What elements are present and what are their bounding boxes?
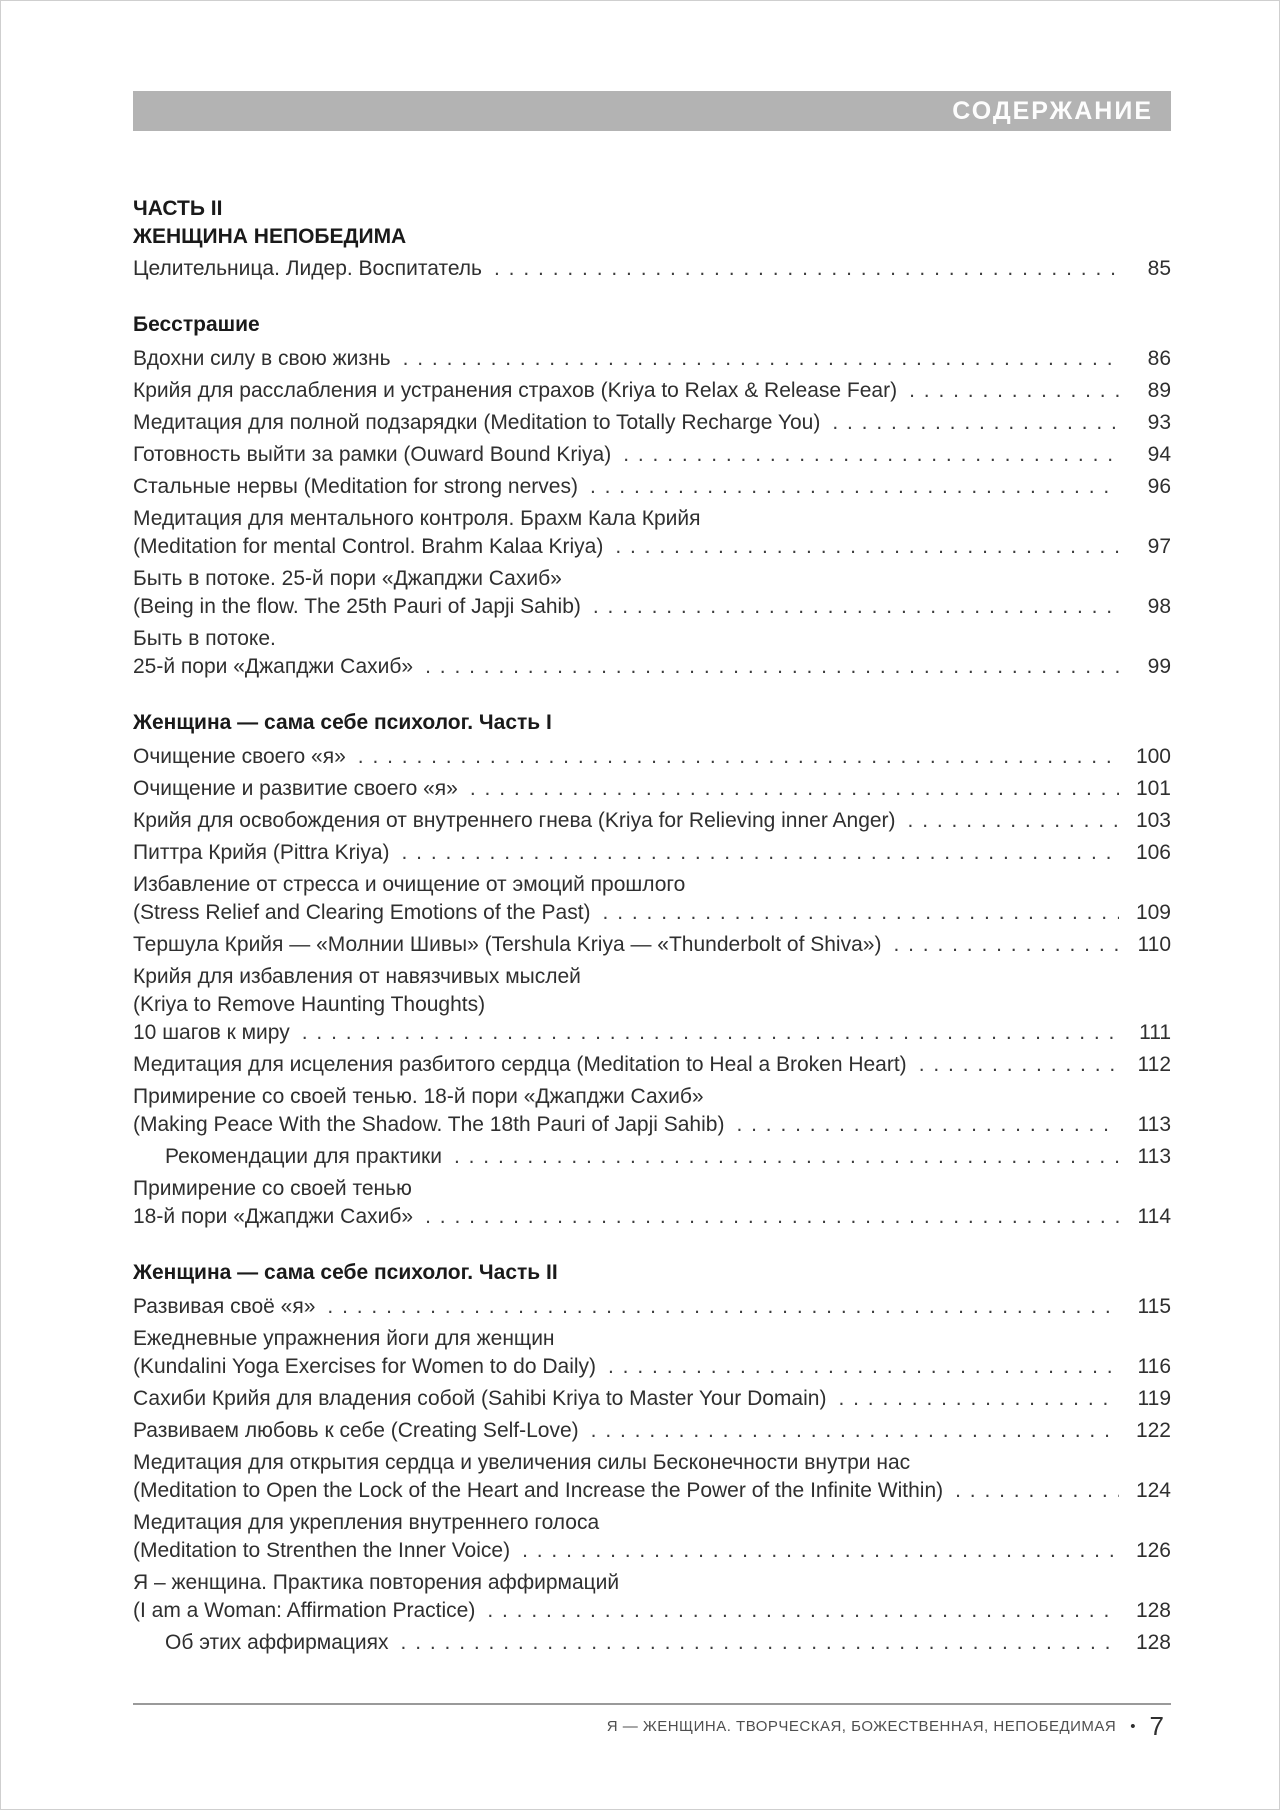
dot-leader bbox=[603, 899, 1119, 927]
toc-entry-row bbox=[133, 1051, 1171, 1079]
toc-entry bbox=[133, 1569, 1171, 1625]
toc-entry-title: Крийя для освобождения от внутреннего гнева (Kriya for Relieving inner Anger) bbox=[133, 809, 896, 832]
dot-leader bbox=[838, 1385, 1119, 1413]
toc-page-number: 111 bbox=[1139, 1021, 1171, 1044]
toc-entry bbox=[133, 775, 1171, 803]
toc-entry bbox=[133, 473, 1171, 501]
toc-part-heading bbox=[133, 195, 1171, 251]
toc-page-number: 124 bbox=[1135, 1479, 1171, 1502]
toc-entry bbox=[133, 565, 1171, 621]
toc-entry-title: Примирение со своей тенью bbox=[133, 1177, 412, 1200]
dot-leader bbox=[327, 1293, 1119, 1321]
toc-entry-row bbox=[133, 1537, 1171, 1565]
toc-entry-title: Быть в потоке. 25-й пори «Джапджи Сахиб» bbox=[133, 567, 562, 590]
toc-entry bbox=[133, 807, 1171, 835]
toc-entry-title: (Meditation to Open the Lock of the Heart and Increase the Power of the Infinite Within) bbox=[133, 1479, 944, 1502]
toc-entry-row bbox=[133, 345, 1171, 373]
toc-entry bbox=[133, 1083, 1171, 1139]
toc-entry-row bbox=[133, 807, 1171, 835]
toc-entry-row bbox=[133, 593, 1171, 621]
toc-entry-row bbox=[165, 1143, 1171, 1171]
dot-leader bbox=[908, 807, 1119, 835]
toc-page-number: 128 bbox=[1135, 1599, 1171, 1622]
toc-page-number: 98 bbox=[1147, 595, 1171, 618]
toc-entry-row bbox=[133, 1203, 1171, 1231]
dot-leader bbox=[358, 743, 1119, 771]
toc-page-number: 116 bbox=[1137, 1355, 1171, 1378]
toc-entry-title: Медитация для исцеления разбитого сердца (Meditation to Heal a Broken Heart) bbox=[133, 1053, 907, 1076]
toc-page-number: 109 bbox=[1135, 901, 1171, 924]
toc-entry-title: Готовность выйти за рамки (Ouward Bound Kriya) bbox=[133, 443, 612, 466]
toc-entry-row bbox=[133, 255, 1171, 283]
dot-leader bbox=[591, 1417, 1119, 1445]
folio-page-number: 7 bbox=[1149, 1711, 1164, 1741]
toc-entry bbox=[133, 255, 1171, 283]
toc-entry-title: 18-й пори «Джапджи Сахиб» bbox=[133, 1205, 414, 1228]
toc-page-number: 114 bbox=[1137, 1205, 1171, 1228]
toc-entry-row bbox=[133, 775, 1171, 803]
toc-entry-row bbox=[133, 931, 1171, 959]
toc-entry-title: (Kundalini Yoga Exercises for Women to do Daily) bbox=[133, 1355, 597, 1378]
toc-entry-title: Медитация для ментального контроля. Брахм Кала Крийя bbox=[133, 507, 701, 530]
toc-entry-title: Сахиби Крийя для владения собой (Sahibi Kriya to Master Your Domain) bbox=[133, 1387, 827, 1410]
toc-entry-title: Питтра Крийя (Pittra Kriya) bbox=[133, 841, 390, 864]
dot-leader bbox=[401, 1629, 1119, 1657]
dot-leader bbox=[522, 1537, 1119, 1565]
dot-leader bbox=[736, 1111, 1119, 1139]
toc-entry-title: (Meditation for mental Control. Brahm Kalaa Kriya) bbox=[133, 535, 604, 558]
toc-entry-row bbox=[133, 1353, 1171, 1381]
dot-leader bbox=[403, 345, 1119, 373]
footer-divider bbox=[133, 1703, 1171, 1705]
toc-entry bbox=[133, 409, 1171, 437]
toc-page-number: 128 bbox=[1135, 1631, 1171, 1654]
toc-page-number: 110 bbox=[1137, 933, 1171, 956]
toc-entry-title: (I am a Woman: Affirmation Practice) bbox=[133, 1599, 476, 1622]
toc-entry bbox=[133, 871, 1171, 927]
page-footer bbox=[607, 1711, 1164, 1742]
toc-entry bbox=[133, 345, 1171, 373]
toc-page-number: 119 bbox=[1137, 1387, 1171, 1410]
toc-entry-title: 10 шагов к миру bbox=[133, 1021, 290, 1044]
toc-entry-title: Крийя для избавления от навязчивых мыслей bbox=[133, 965, 581, 988]
toc-entry bbox=[133, 839, 1171, 867]
dot-leader bbox=[893, 931, 1119, 959]
toc-entry-row bbox=[133, 377, 1171, 405]
toc-page-number: 126 bbox=[1135, 1539, 1171, 1562]
toc-entry-row bbox=[133, 1477, 1171, 1505]
toc-entry bbox=[133, 1385, 1171, 1413]
toc-entry-title: Медитация для полной подзарядки (Meditation to Totally Recharge You) bbox=[133, 411, 821, 434]
dot-leader bbox=[615, 533, 1119, 561]
toc-entry bbox=[133, 1417, 1171, 1445]
toc-entry-row bbox=[133, 743, 1171, 771]
toc-entry bbox=[133, 1509, 1171, 1565]
dot-leader bbox=[487, 1597, 1119, 1625]
dot-leader bbox=[425, 1203, 1119, 1231]
toc-entry bbox=[133, 505, 1171, 561]
dot-leader bbox=[454, 1143, 1119, 1171]
toc-entry bbox=[133, 1293, 1171, 1321]
toc-entry-row bbox=[133, 1111, 1171, 1139]
toc-entry bbox=[133, 1051, 1171, 1079]
toc-entry-title: Очищение своего «я» bbox=[133, 745, 346, 768]
toc-entry bbox=[133, 743, 1171, 771]
toc-page-number: 94 bbox=[1147, 443, 1171, 466]
toc-entry-row bbox=[133, 1019, 1171, 1047]
toc-entry-title: 25-й пори «Джапджи Сахиб» bbox=[133, 655, 414, 678]
toc-entry-title: Вдохни силу в свою жизнь bbox=[133, 347, 391, 370]
toc-page-number: 99 bbox=[1147, 655, 1171, 678]
toc-entry-title: Медитация для укрепления внутреннего голоса bbox=[133, 1511, 600, 1534]
toc-entry-row bbox=[133, 839, 1171, 867]
toc-page-number: 113 bbox=[1137, 1145, 1171, 1168]
toc-page-number: 100 bbox=[1135, 745, 1171, 768]
toc-entry-title: Об этих аффирмациях bbox=[165, 1631, 389, 1654]
dot-leader bbox=[494, 255, 1119, 283]
heading-line: Женщина — сама себе психолог. Часть I bbox=[133, 711, 552, 734]
toc-entry-row bbox=[133, 1417, 1171, 1445]
toc-entry-row bbox=[133, 1385, 1171, 1413]
toc-page-number: 96 bbox=[1147, 475, 1171, 498]
toc-entry-title: Развивая своё «я» bbox=[133, 1295, 316, 1318]
dot-leader bbox=[593, 593, 1119, 621]
toc-page-number: 89 bbox=[1147, 379, 1171, 402]
toc-entry-row bbox=[133, 1597, 1171, 1625]
toc-entry-title: Избавление от стресса и очищение от эмоций прошлого bbox=[133, 873, 686, 896]
toc-entry-title: Тершула Крийя — «Молнии Шивы» (Tershula Kriya — «Thunderbolt of Shiva») bbox=[133, 933, 882, 956]
heading-line: Женщина — сама себе психолог. Часть II bbox=[133, 1261, 558, 1284]
toc-entry bbox=[133, 441, 1171, 469]
toc-section-heading bbox=[133, 311, 1171, 339]
toc-section-heading bbox=[133, 1259, 1171, 1287]
heading-line: ЧАСТЬ II bbox=[133, 197, 223, 220]
dot-leader bbox=[402, 839, 1119, 867]
page-title: СОДЕРЖАНИЕ bbox=[952, 96, 1153, 125]
toc-page-number: 97 bbox=[1147, 535, 1171, 558]
toc-entry-row bbox=[133, 533, 1171, 561]
toc-entry-title: Целительница. Лидер. Воспитатель bbox=[133, 257, 483, 280]
footer-bullet: • bbox=[1130, 1718, 1136, 1735]
toc-page-number: 106 bbox=[1135, 841, 1171, 864]
toc-section-heading bbox=[133, 709, 1171, 737]
toc-page-number: 85 bbox=[1147, 257, 1171, 280]
toc-entry-title: Быть в потоке. bbox=[133, 627, 276, 650]
toc-entry bbox=[133, 931, 1171, 959]
dot-leader bbox=[955, 1477, 1119, 1505]
toc-entry-row bbox=[133, 409, 1171, 437]
dot-leader bbox=[302, 1019, 1119, 1047]
toc-page-number: 86 bbox=[1147, 347, 1171, 370]
toc-entry-title: (Being in the flow. The 25th Pauri of Japji Sahib) bbox=[133, 595, 581, 618]
dot-leader bbox=[590, 473, 1119, 501]
toc-entry-title: (Making Peace With the Shadow. The 18th Pauri of Japji Sahib) bbox=[133, 1113, 725, 1136]
toc-page-number: 112 bbox=[1137, 1053, 1171, 1076]
dot-leader bbox=[832, 409, 1119, 437]
toc-entry bbox=[133, 625, 1171, 681]
toc-entry-title: Ежедневные упражнения йоги для женщин bbox=[133, 1327, 555, 1350]
toc-entry-title: Примирение со своей тенью. 18-й пори «Джапджи Сахиб» bbox=[133, 1085, 704, 1108]
toc-entry-title: (Meditation to Strenthen the Inner Voice) bbox=[133, 1539, 511, 1562]
toc-entry bbox=[133, 1175, 1171, 1231]
toc-page-number: 93 bbox=[1147, 411, 1171, 434]
toc-entry-row bbox=[133, 1293, 1171, 1321]
toc-entry-title: Очищение и развитие своего «я» bbox=[133, 777, 458, 800]
heading-line: Бесстрашие bbox=[133, 313, 260, 336]
toc-page-number: 122 bbox=[1135, 1419, 1171, 1442]
toc-entry-title: Рекомендации для практики bbox=[165, 1145, 442, 1168]
toc-entry bbox=[133, 377, 1171, 405]
toc-entry-row bbox=[133, 473, 1171, 501]
toc-entry-title: (Kriya to Remove Haunting Thoughts) bbox=[133, 993, 486, 1016]
toc-entry-row bbox=[133, 441, 1171, 469]
toc-entry-title: Я – женщина. Практика повторения аффирмаций bbox=[133, 1571, 620, 1594]
toc-page-number: 115 bbox=[1137, 1295, 1171, 1318]
toc-entry bbox=[133, 1449, 1171, 1505]
contents-header-bar bbox=[133, 91, 1171, 131]
dot-leader bbox=[470, 775, 1119, 803]
toc-entry-row bbox=[133, 653, 1171, 681]
dot-leader bbox=[909, 377, 1119, 405]
dot-leader bbox=[608, 1353, 1119, 1381]
toc-entry-title: Крийя для расслабления и устранения страхов (Kriya to Relax & Release Fear) bbox=[133, 379, 898, 402]
toc-page-number: 101 bbox=[1135, 777, 1171, 800]
dot-leader bbox=[623, 441, 1119, 469]
toc-entry bbox=[133, 1325, 1171, 1381]
toc-page-number: 113 bbox=[1137, 1113, 1171, 1136]
toc-page-number: 103 bbox=[1135, 809, 1171, 832]
toc-entry bbox=[133, 963, 1171, 1047]
toc-entry-title: Развиваем любовь к себе (Creating Self-Love) bbox=[133, 1419, 579, 1442]
toc-entry-title: (Stress Relief and Clearing Emotions of the Past) bbox=[133, 901, 591, 924]
running-title: Я — ЖЕНЩИНА. ТВОРЧЕСКАЯ, БОЖЕСТВЕННАЯ, НЕПОБЕДИМАЯ bbox=[606, 1718, 1117, 1735]
dot-leader bbox=[425, 653, 1119, 681]
toc-entry-row bbox=[133, 899, 1171, 927]
toc-entry bbox=[133, 1143, 1171, 1171]
toc-entry-title: Медитация для открытия сердца и увеличения силы Бесконечности внутри нас bbox=[133, 1451, 911, 1474]
table-of-contents bbox=[133, 195, 1171, 1661]
heading-line: ЖЕНЩИНА НЕПОБЕДИМА bbox=[133, 225, 407, 248]
toc-entry-title: Стальные нервы (Meditation for strong nerves) bbox=[133, 475, 578, 498]
toc-entry bbox=[133, 1629, 1171, 1657]
dot-leader bbox=[919, 1051, 1119, 1079]
toc-entry-row bbox=[165, 1629, 1171, 1657]
